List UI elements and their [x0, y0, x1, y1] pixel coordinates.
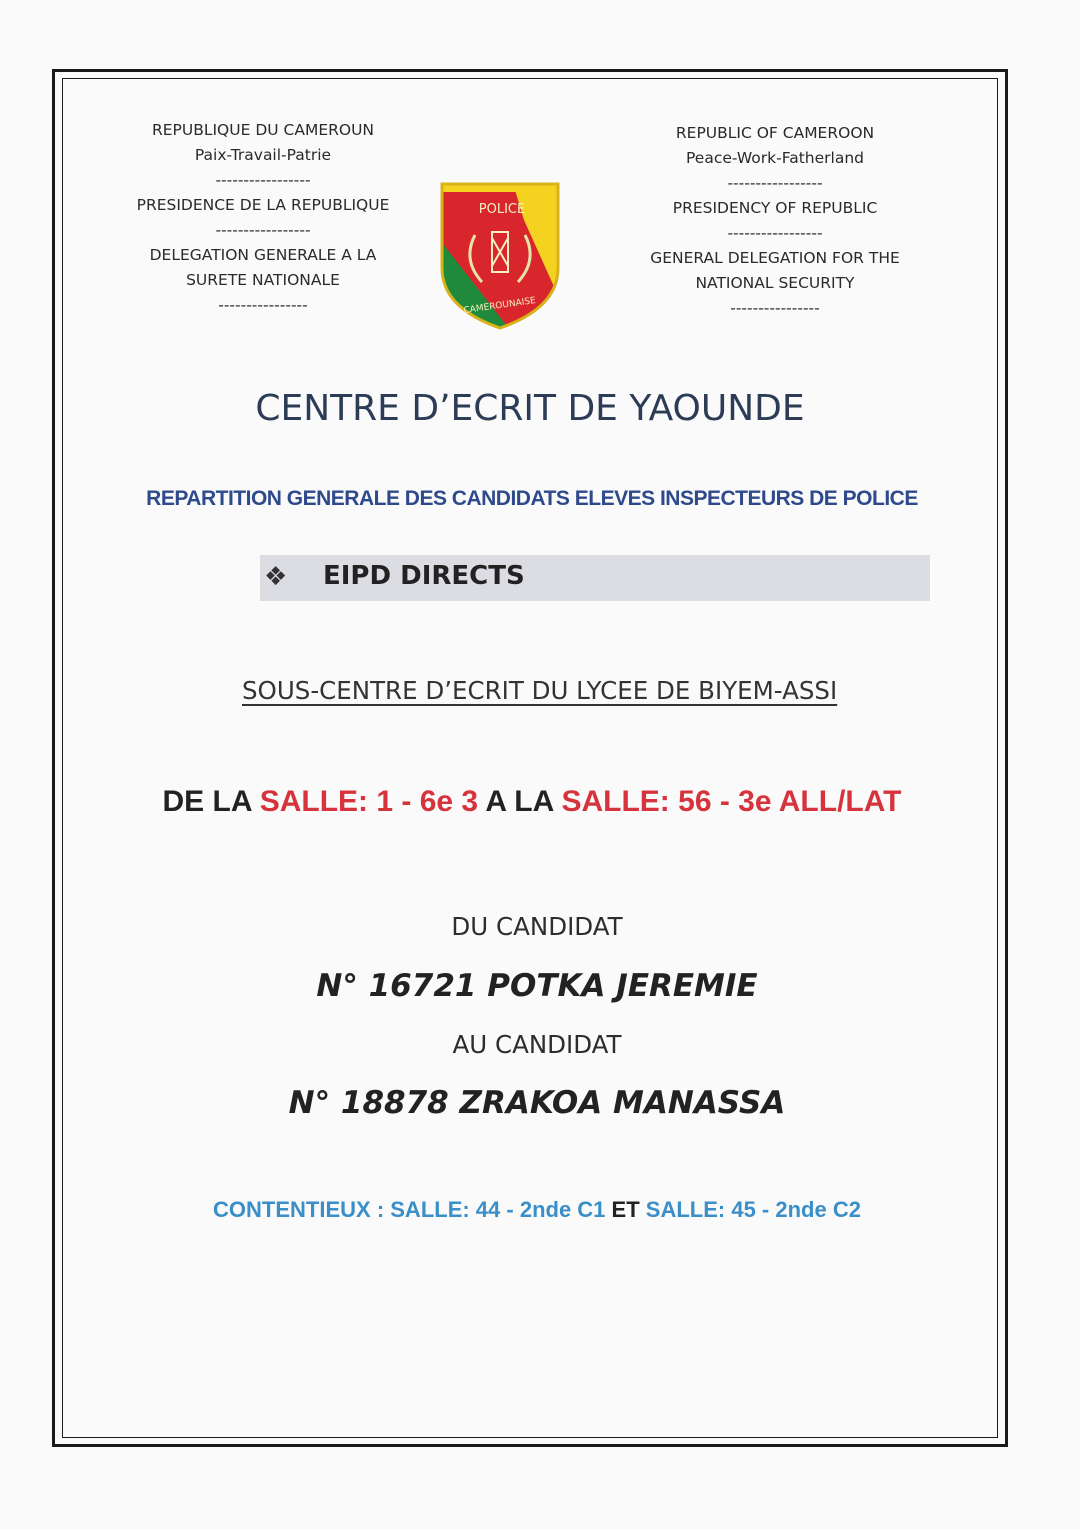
header-right-line5: NATIONAL SECURITY — [695, 274, 855, 292]
header-right-line3: PRESIDENCY OF REPUBLIC — [672, 199, 878, 217]
page-subtitle: REPARTITION GENERALE DES CANDIDATS ELEVES INSPECTEURS DE POLICE — [146, 487, 918, 510]
contentieux-joiner: ET — [611, 1197, 640, 1222]
header-left-line1: REPUBLIQUE DU CAMEROUN — [151, 121, 375, 139]
header-left-sep2: ----------------- — [215, 221, 311, 239]
header-left-line3: PRESIDENCE DE LA REPUBLIQUE — [136, 196, 390, 214]
header-left — [113, 118, 413, 318]
from-candidate-name: N° 16721 POTKA JEREMIE — [316, 968, 758, 1004]
section-label: EIPD DIRECTS — [323, 561, 525, 591]
header-left-sep3: ---------------- — [218, 296, 308, 314]
from-candidate-label: DU CANDIDAT — [451, 912, 623, 941]
salle-range — [0, 785, 1064, 819]
contentieux-part1: CONTENTIEUX : SALLE: 44 - 2nde C1 — [213, 1197, 606, 1222]
salle-middle: A LA — [485, 785, 554, 818]
salle-from: SALLE: 1 - 6e 3 — [259, 785, 479, 818]
police-emblem — [440, 180, 560, 330]
header-right-sep1: ----------------- — [727, 174, 823, 192]
header-left-line4: DELEGATION GENERALE A LA — [149, 246, 377, 264]
header-right-line1: REPUBLIC OF CAMEROON — [675, 124, 875, 142]
to-candidate-label: AU CANDIDAT — [452, 1030, 622, 1059]
header-right — [625, 121, 925, 321]
page-title: CENTRE D’ECRIT DE YAOUNDE — [255, 388, 805, 429]
salle-to: SALLE: 56 - 3e ALL/LAT — [561, 785, 902, 818]
sous-centre-heading: SOUS-CENTRE D’ECRIT DU LYCEE DE BIYEM-ASSI — [242, 676, 838, 705]
header-left-line2: Paix-Travail-Patrie — [194, 146, 332, 164]
salle-prefix: DE LA — [162, 785, 252, 818]
header-right-sep3: ---------------- — [730, 299, 820, 317]
header-right-sep2: ----------------- — [727, 224, 823, 242]
header-left-sep1: ----------------- — [215, 171, 311, 189]
header-left-line5: SURETE NATIONALE — [186, 271, 340, 289]
header-right-line4: GENERAL DELEGATION FOR THE — [650, 249, 900, 267]
emblem-top-text: POLICE — [478, 202, 526, 217]
contentieux-part2: SALLE: 45 - 2nde C2 — [645, 1197, 861, 1222]
contentieux-line — [0, 1197, 1074, 1223]
emblem-bottom-text: CAMEROUNAISE — [462, 296, 537, 317]
header-right-line2: Peace-Work-Fatherland — [686, 149, 864, 167]
section-bullet-icon: ❖ — [264, 562, 288, 592]
to-candidate-name: N° 18878 ZRAKOA MANASSA — [288, 1085, 786, 1121]
